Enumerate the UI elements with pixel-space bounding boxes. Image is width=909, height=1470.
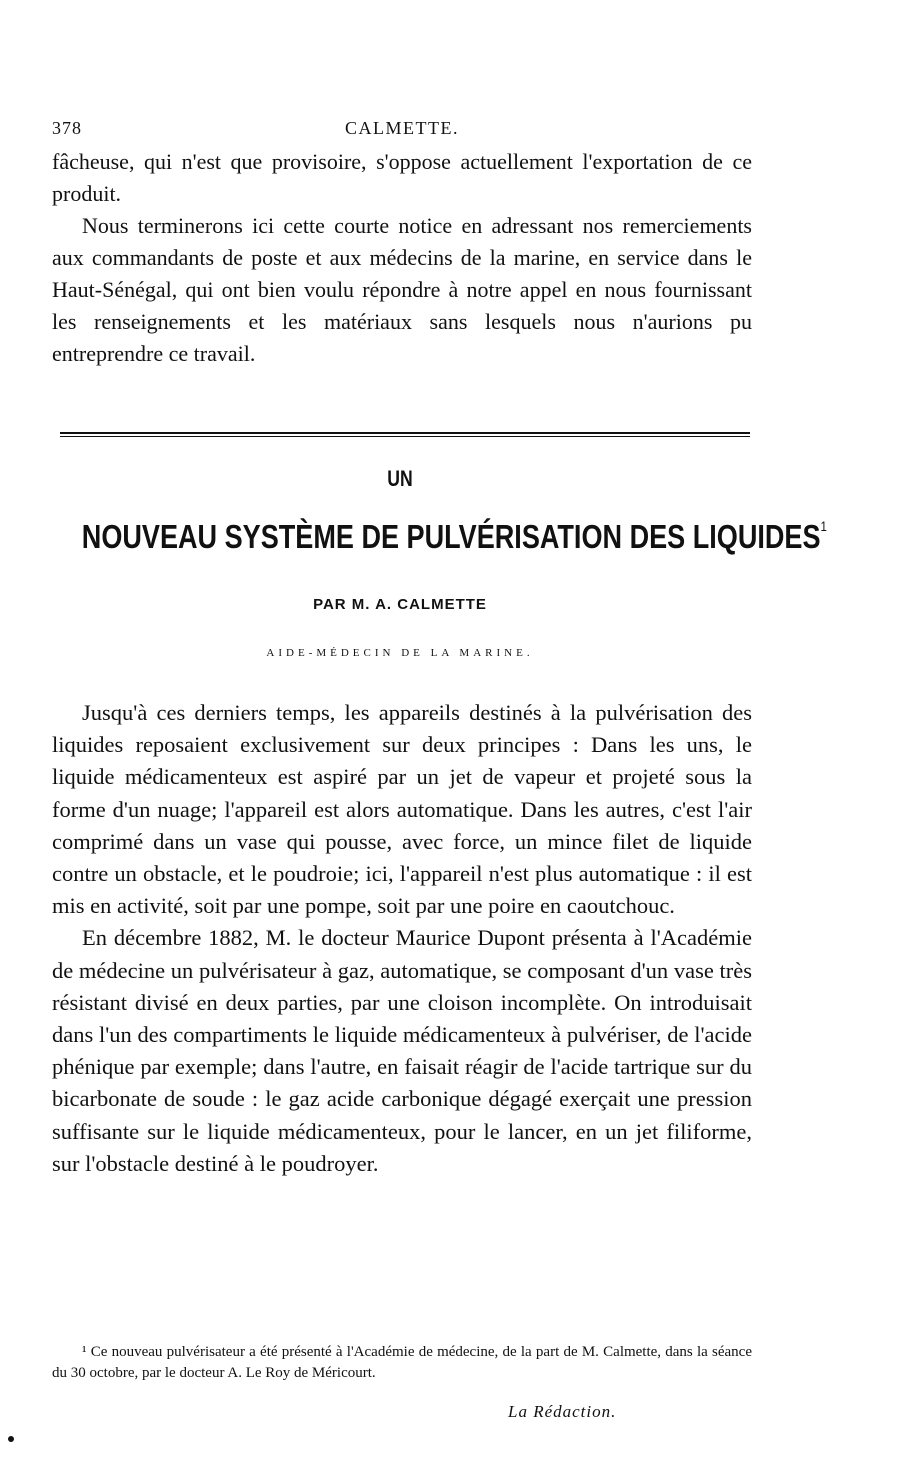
signature: La Rédaction. [508,1402,617,1421]
section-divider-thin [60,436,750,437]
page-number: 378 [52,118,82,138]
running-head [52,118,752,142]
top-text-block [52,146,752,370]
margin-dot [8,1436,14,1442]
section-divider [60,432,750,434]
main-text-block [52,697,752,1180]
paragraph: fâcheuse, qui n'est que provisoire, s'oppose actuellement l'exportation de ce produit. [52,149,752,206]
paragraph: Nous terminerons ici cette courte notice en adressant nos remerciements aux commandants de poste et aux médecins de la marine, en service dans le Haut-Sénégal, qui ont bien voulu répondre à notre appel en nous fournissant les renseignements et les matériaux sans lesquels nous n'aurions pu entreprendre ce travail. [52,213,752,366]
footnote [52,1342,752,1384]
affiliation: AIDE-MÉDECIN DE LA MARINE. [266,647,534,659]
article-kicker: UN [387,466,413,491]
paragraph: Jusqu'à ces derniers temps, les appareils destinés à la pulvérisation des liquides reposaient exclusivement sur deux principes : Dans les uns, le liquide médicamenteux est aspiré par un jet de vapeur et projeté sous la forme d'un nuage; l'appareil est alors automatique. Dans les autres, c'est l'air comprimé dans un vase qui pousse, avec force, un mince filet de liquide contre un obstacle, et le poudroie; ici, l'appareil n'est plus automatique : il est mis en activité, soit par une pompe, soit par une poire en caoutchouc. [52,700,752,919]
article-title-text-wrapper [82,518,827,556]
byline: PAR M. A. CALMETTE [313,596,487,613]
running-title: CALMETTE. [345,118,459,138]
article-title-text: NOUVEAU SYSTÈME DE PULVÉRISATION DES LIQUIDES [81,518,821,555]
article-title [0,518,827,556]
footnote-marker: 1 [820,518,827,534]
paragraph: En décembre 1882, M. le docteur Maurice Dupont présenta à l'Académie de médecine un pulvérisateur à gaz, automatique, se composant d'un vase très résistant divisé en deux parties, par une cloison incomplète. On introduisait dans l'un des compartiments le liquide médicamenteux à pulvériser, de l'acide phénique par exemple; dans l'autre, en faisait réagir de l'acide tartrique sur du bicarbonate de soude : le gaz acide carbonique dégagé exerçait une pression suffisante sur le liquide médicamenteux, pour le lancer, en un jet filiforme, sur l'obstacle destiné à le poudroyer. [52,925,752,1176]
footnote-text: ¹ Ce nouveau pulvérisateur a été présenté à l'Académie de médecine, de la part de M. Calmette, dans la séance du 30 octobre, par le docteur A. Le Roy de Méricourt. [52,1344,752,1381]
